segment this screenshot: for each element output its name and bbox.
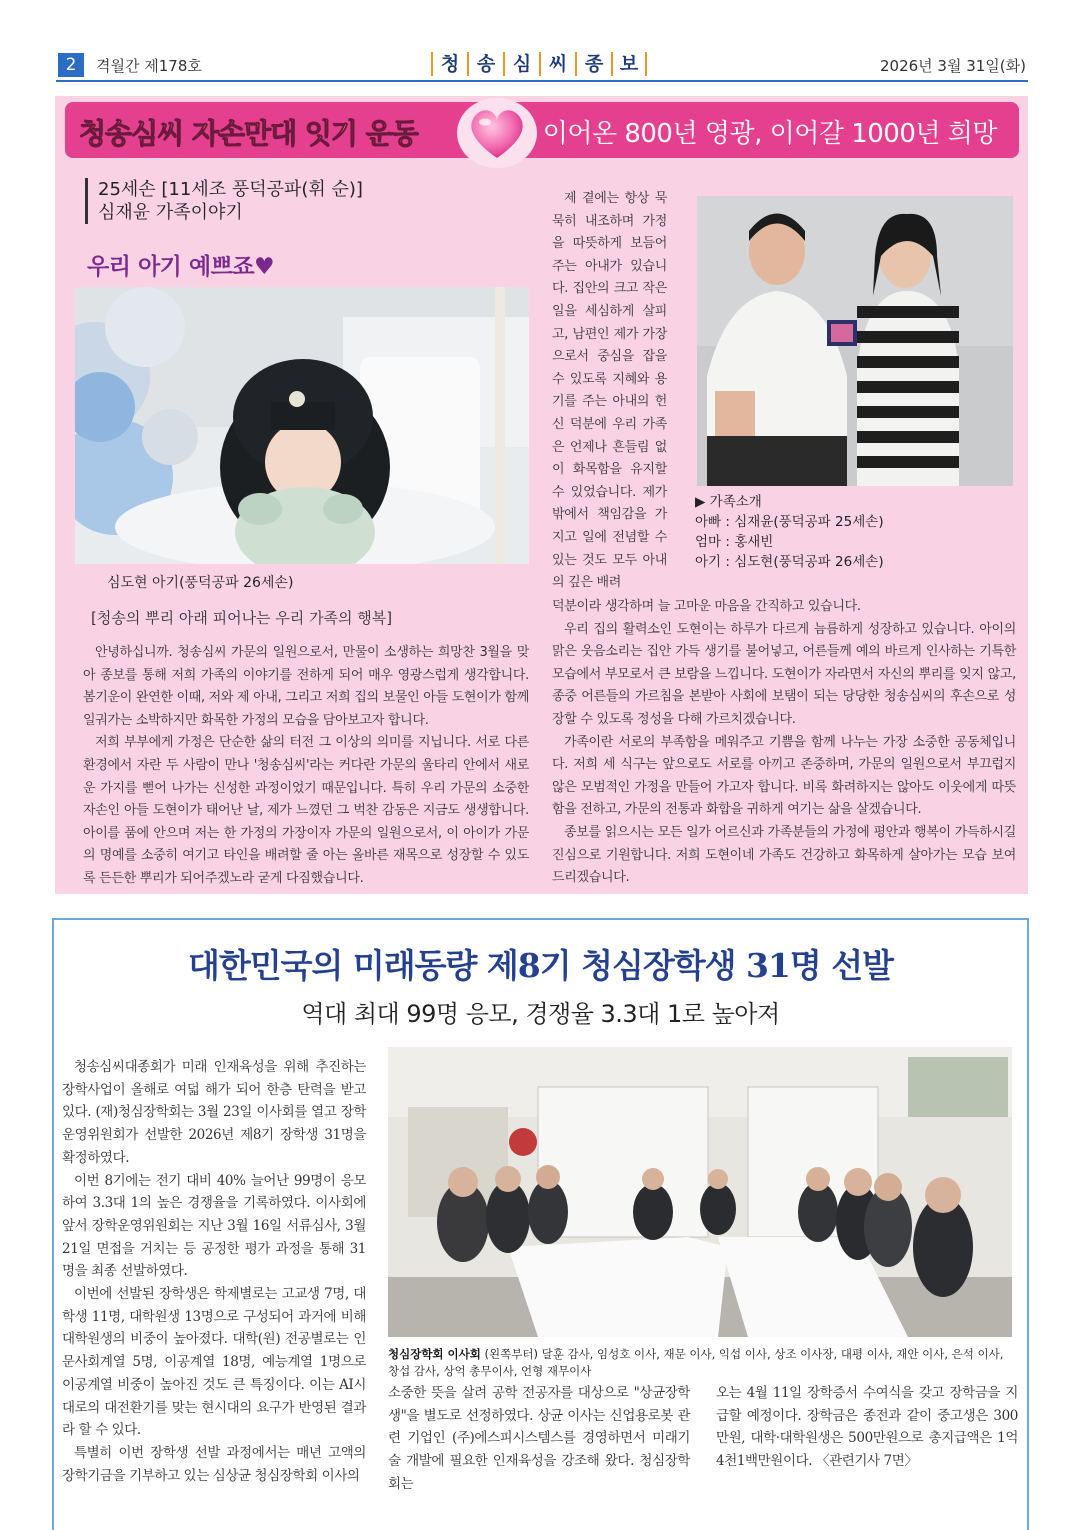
article-paragraph: 이번 8기에는 전기 대비 40% 늘어난 99명이 응모하여 3.3대 1의 높은 경쟁율을 기록하였다. 이사회에 앞서 장학운영위원회는 지난 3월 16일 서류심사, 3월 21일 면접을 거치는 등 공정한 평가 과정을 통해 31명을 최종 선발하였다. [62, 1172, 366, 1280]
campaign-slogan: 이어온 800년 영광, 이어갈 1000년 희망 [542, 119, 997, 149]
family-father: 아빠 : 심재윤(풍덕공파 25세손) [695, 514, 884, 530]
story-title [85, 178, 363, 224]
meeting-photo [388, 1047, 1012, 1337]
article-paragraph: 특별히 이번 장학생 선발 과정에서는 매년 고액의 장학기금을 기부하고 있는 심상균 청심장학회 이사의 [62, 1444, 366, 1484]
title-char: 송 [467, 52, 503, 76]
header-rule [56, 80, 1028, 82]
title-char: 보 [611, 52, 647, 76]
newspaper-title [431, 52, 647, 76]
family-mother: 엄마 : 홍새빈 [695, 534, 774, 550]
family-intro [695, 492, 884, 572]
story-subhead: 우리 아기 예쁘죠♥ [87, 254, 275, 280]
family-intro-title: ▶ 가족소개 [695, 494, 762, 510]
article-headline: 대한민국의 미래동량 제8기 청심장학생 31명 선발 [187, 946, 893, 985]
issue-number: 격월간 제178호 [96, 57, 202, 75]
page-number: 2 [58, 53, 84, 77]
baby-caption: 심도현 아기(풍덕공파 26세손) [107, 575, 294, 591]
campaign-section [55, 96, 1028, 894]
issue-date: 2026년 3월 31일(화) [879, 57, 1026, 75]
article-middle-column [388, 1382, 690, 1496]
story-paragraph: 우리 집의 활력소인 도현이는 하루가 다르게 늠름하게 성장하고 있습니다. 아이의 맑은 웃음소리는 집안 가득 생기를 불어넣고, 어른들께 예의 바르게 인사하는 기특한 모습에서 부모로서 큰 보람을 느낍니다. 도현이가 자라면서 자신의 뿌리를 잊지 않고, 종중 어른들의 가르침을 본받아 사회에 보탬이 되는 당당한 청송심씨의 후손으로 성장할 수 있도록 정성을 다해 가르치겠습니다. [552, 621, 1016, 727]
article-right-column [716, 1382, 1018, 1473]
story-paragraph: 종보를 읽으시는 모든 일가 어르신과 가족분들의 가정에 평안과 행복이 가득하시길 진심으로 기원합니다. 저희 도현이네 가족도 건강하고 화목하게 살아가는 모습 보여드리겠습니다. [552, 824, 1016, 886]
campaign-title: 청송심씨 자손만대 잇기 운동 [79, 117, 418, 150]
story-right-column [552, 596, 1016, 890]
family-baby: 아기 : 심도현(풍덕공파 26세손) [695, 554, 884, 570]
story-paragraph: 덕분이라 생각하며 늘 고마운 마음을 간직하고 있습니다. [552, 599, 861, 614]
title-char: 청 [431, 52, 467, 76]
article-paragraph: 이번에 선발된 장학생은 학제별로는 고교생 7명, 대학생 11명, 대학원생 13명으로 구성되어 과거에 비해 대학원생의 비중이 높아졌다. 대학(원) 전공별로는 인문사회계열 5명, 이공계열 18명, 예능계열 1명으로 이공계열 비중이 높아진 것도 큰 특징이다. 이는 AI시대로의 대전환기를 맞는 현시대의 요구가 반영된 결과라 할 수 있다. [62, 1286, 366, 1439]
story-title-line1: 25세손 [11세조 풍덕공파(휘 순)] [98, 179, 363, 200]
heart-icon [457, 98, 537, 168]
article-subheadline: 역대 최대 99명 응모, 경쟁율 3.3대 1로 높아져 [301, 1000, 780, 1028]
story-paragraph: 저희 부부에게 가정은 단순한 삶의 터전 그 이상의 의미를 지닙니다. 서로 다른 환경에서 자란 두 사람이 만나 '청송심씨'라는 커다란 가문의 울타리 안에서 새로운 가지를 뻗어 나가는 신성한 과정이었기 때문입니다. 특히 우리 가문의 소중한 자손인 아들 도현이가 태어난 날, 제가 느꼈던 그 벅찬 감동은 지금도 생생합니다. 아이를 품에 안으며 저는 한 가정의 가장이자 가문의 일원으로서, 이 아이가 가문의 명예를 소중히 여기고 타인을 배려할 줄 아는 올바른 재목으로 성장할 수 있도록 든든한 뿌리가 되어주겠노라 굳게 다짐했습니다. [83, 735, 529, 886]
photo-caption [388, 1346, 1012, 1380]
photo-caption-names: (왼쪽부터) 달훈 감사, 임성호 이사, 재문 이사, 익섭 이사, 상조 이사장, 대평 이사, 재안 이사, 은석 이사, 창섭 감사, 상억 총무이사, 언형 재무이사 [388, 1347, 1004, 1378]
story-paragraph: 안녕하십니까. 청송심씨 가문의 일원으로서, 만물이 소생하는 희망찬 3월을 맞아 종보를 통해 저희 가족의 이야기를 전하게 되어 매우 영광스럽게 생각합니다. 봄기운이 완연한 이때, 저와 제 아내, 그리고 저희 집의 보물인 아들 도현이가 함께 일궈가는 소박하지만 화목한 가정의 모습을 담아보고자 합니다. [83, 645, 529, 728]
title-char: 종 [575, 52, 611, 76]
article-left-column [62, 1056, 366, 1487]
article-paragraph: 오는 4월 11일 장학증서 수여식을 갖고 장학금을 지급할 예정이다. 장학금은 종전과 같이 중고생은 300만원, 대학·대학원생은 500만원으로 총지급액은 1억4천1백만원이다. 〈관련기사 7면〉 [716, 1385, 1018, 1470]
title-char: 심 [503, 52, 539, 76]
story-paragraph: 제 곁에는 항상 묵묵히 내조하며 가정을 따뜻하게 보듬어 주는 아내가 있습니다. 집안의 크고 작은 일을 세심하게 살피고, 남편인 제가 가장으로서 중심을 잡을 수 있도록 지혜와 용기를 주는 아내의 헌신 덕분에 우리 가족은 언제나 흔들림 없이 화목함을 유지할 수 있었습니다. 제가 밖에서 책임감을 가지고 일에 전념할 수 있는 것도 모두 아내의 깊은 배려 [552, 191, 667, 591]
article-paragraph: 청송심씨대종회가 미래 인재육성을 위해 추진하는 장학사업이 올해로 여덟 해가 되어 한층 탄력을 받고 있다. (재)청심장학회는 3월 23일 이사회를 열고 장학운영위원회가 선발한 2026년 제8기 장학생 31명을 확정하였다. [62, 1059, 366, 1166]
couple-photo [697, 196, 1013, 486]
scholarship-article [52, 918, 1029, 1530]
story-middle-column [552, 188, 667, 595]
story-left-column [83, 642, 529, 891]
photo-caption-title: 청심장학회 이사회 [388, 1347, 481, 1361]
page-header [56, 52, 1028, 78]
title-char: 씨 [539, 52, 575, 76]
baby-photo [75, 287, 529, 564]
section-title: [청송의 뿌리 아래 피어나는 우리 가족의 행복] [91, 609, 393, 627]
story-paragraph: 가족이란 서로의 부족함을 메워주고 기쁨을 함께 나누는 가장 소중한 공동체입니다. 저희 세 식구는 앞으로도 서로를 아끼고 존중하며, 가문의 일원으로서 부끄럽지 않은 모범적인 가정을 만들어 가고자 합니다. 비록 화려하지는 않아도 이웃에게 따뜻함을 전하고, 가문의 전통과 화합을 귀하게 여기는 삶을 살겠습니다. [552, 734, 1016, 818]
story-title-line2: 심재윤 가족이야기 [98, 202, 243, 223]
article-paragraph: 소중한 뜻을 살려 공학 전공자를 대상으로 "상균장학생"을 별도로 선정하였다. 상균 이사는 신업용로봇 관련 기업인 (주)에스피시스템스를 경영하면서 미래기술 개발에 필요한 인재육성을 강조해 왔다. 청심장학회는 [388, 1385, 690, 1492]
campaign-banner [65, 102, 1019, 158]
